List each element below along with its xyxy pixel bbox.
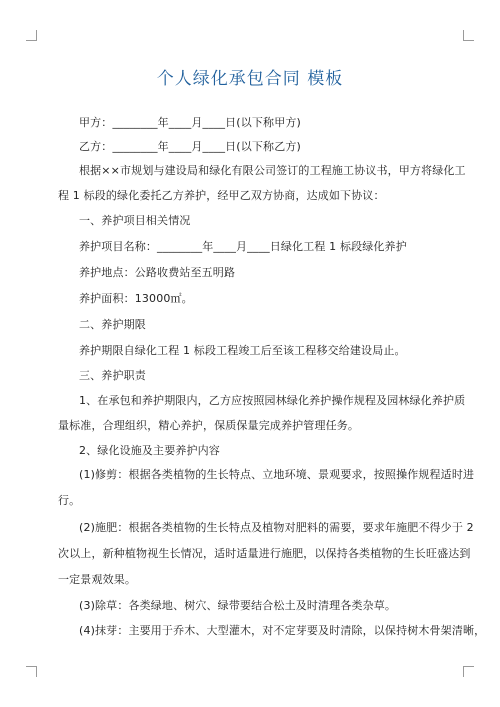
party-b-line: 乙方：________年____月____日(以下称乙方) xyxy=(79,140,301,153)
section-heading-3: 三、养护职责 xyxy=(79,369,146,382)
term-line: 养护期限自绿化工程 1 标段工程竣工后至该工程移交给建设局止。 xyxy=(79,344,406,357)
section-heading-1: 一、养护项目相关情况 xyxy=(79,214,191,227)
party-a-line: 甲方：________年____月____日(以下称甲方) xyxy=(79,116,301,129)
preamble-line-1: 根据××市规划与建设局和绿化有限公司签订的工程施工协议书，甲方将绿化工 xyxy=(79,164,466,177)
duty-2-heading: 2、绿化设施及主要养护内容 xyxy=(79,444,220,457)
project-location-line: 养护地点：公路收费站至五明路 xyxy=(79,266,236,279)
crop-mark-bottom-right xyxy=(463,666,474,677)
fertilizing-line-3: 一定景观效果。 xyxy=(58,573,137,586)
bud-removal-line: (4)抹芽：主要用于乔木、大型灌木，对不定芽要及时清除，以保持树木骨架清晰， xyxy=(79,624,486,637)
crop-mark-top-right xyxy=(463,30,474,41)
project-area-line: 养护面积：13000㎡。 xyxy=(79,292,193,305)
weeding-line: (3)除草：各类绿地、树穴、绿带要结合松土及时清理各类杂草。 xyxy=(79,599,397,612)
pruning-line-2: 行。 xyxy=(58,494,81,507)
crop-mark-bottom-left xyxy=(26,666,37,677)
document-title: 个人绿化承包合同 模板 xyxy=(156,69,344,89)
project-name-line: 养护项目名称：________年____月____日绿化工程 1 标段绿化养护 xyxy=(79,240,407,253)
fertilizing-line-2: 次以上，新种植物视生长情况，适时适量进行施肥，以保持各类植物的生长旺盛达到 xyxy=(58,547,471,560)
crop-mark-top-left xyxy=(26,30,37,41)
preamble-line-2: 程 1 标段的绿化委托乙方养护，经甲乙双方协商，达成如下协议： xyxy=(58,189,385,202)
fertilizing-line-1: (2)施肥：根据各类植物的生长特点及植物对肥料的需要，要求年施肥不得少于 2 xyxy=(79,521,474,534)
duty-1-line-2: 量标准，合理组织，精心养护，保质保量完成养护管理任务。 xyxy=(58,419,360,432)
duty-1-line-1: 1、在承包和养护期限内，乙方应按照园林绿化养护操作规程及园林绿化养护质 xyxy=(79,394,466,407)
section-heading-2: 二、养护期限 xyxy=(79,318,146,331)
pruning-line-1: (1)修剪：根据各类植物的生长特点、立地环境、景观要求，按照操作规程适时进 xyxy=(79,468,475,481)
